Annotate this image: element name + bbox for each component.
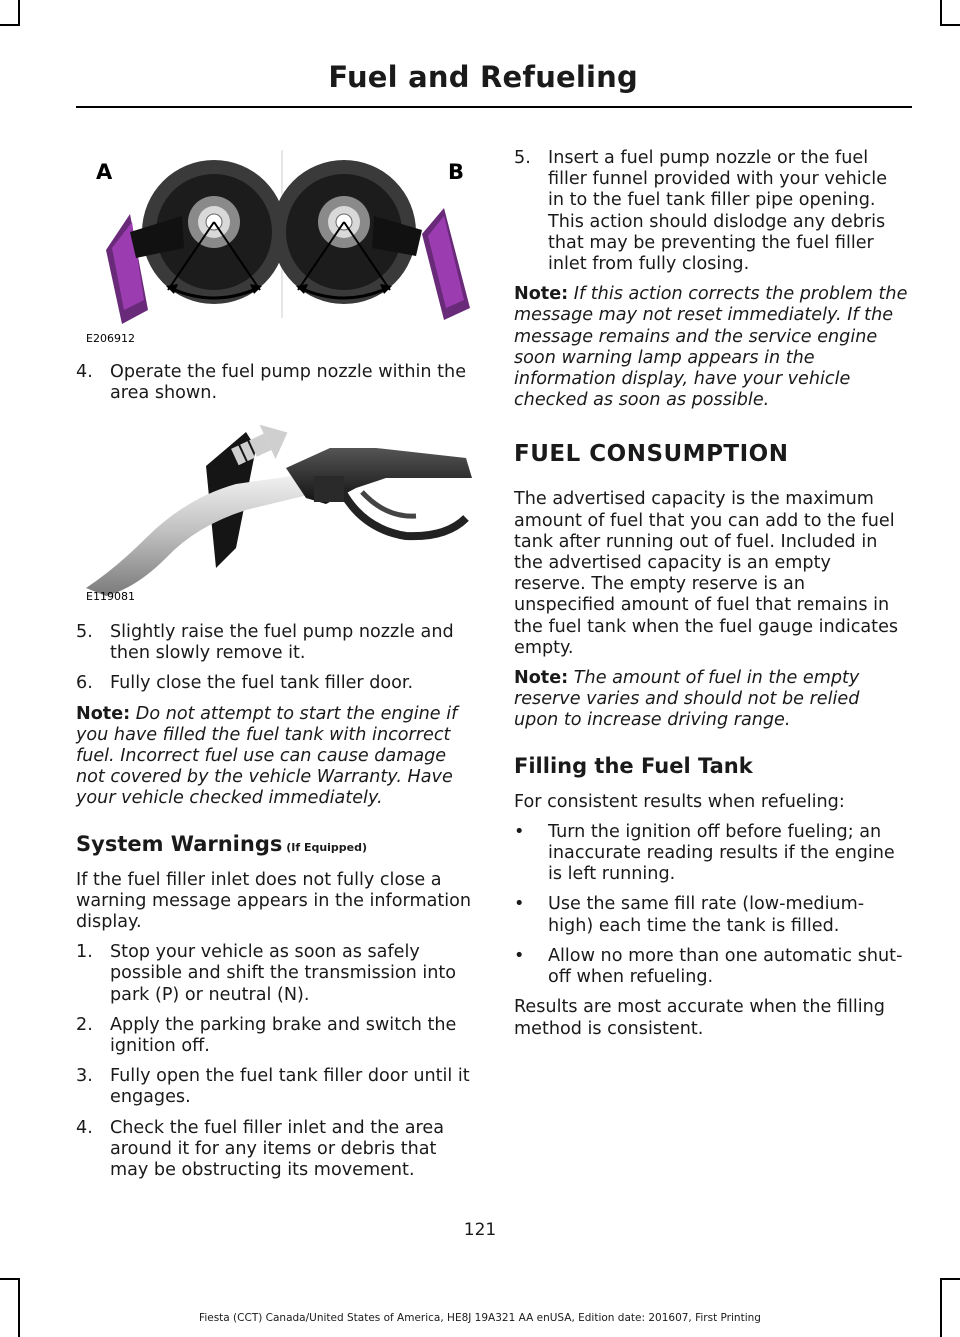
section-heading-system-warnings xyxy=(76,832,472,856)
bullet-ignition-off xyxy=(514,822,908,886)
step-text: Slightly raise the fuel pump nozzle and then slowly remove it. xyxy=(110,622,454,664)
bullet-mark: • xyxy=(514,821,525,842)
edition-line: Fiesta (CCT) Canada/United States of America, HE8J 19A321 AA enUSA, Edition date: 201607, First Printing xyxy=(199,1312,761,1324)
note-empty-reserve xyxy=(514,668,908,732)
step-number: 6. xyxy=(76,673,93,694)
step-text: Fully close the fuel tank filler door. xyxy=(110,673,414,694)
note-text: If this action corrects the problem the message may not reset immediately. If the message remains and the service engine soon warning lamp appears in the information display, have your vehicle checked as soon as possible. xyxy=(514,284,908,411)
crop-mark-bottom-left xyxy=(18,1278,20,1337)
bullet-mark: • xyxy=(514,894,525,915)
crop-mark-top-left-h xyxy=(0,24,20,26)
note-message-reset xyxy=(514,284,908,411)
sw-step-3 xyxy=(76,1066,472,1108)
figure-label-a: A xyxy=(96,160,113,184)
header-rule xyxy=(76,106,912,108)
sw-step-1 xyxy=(76,942,472,1006)
system-warnings-intro: If the fuel filler inlet does not fully close a warning message appears in the information display. xyxy=(76,869,472,933)
crop-mark-bottom-right-h xyxy=(940,1278,960,1280)
step-text: Fully open the fuel tank filler door until it engages. xyxy=(110,1066,470,1108)
step-text: Apply the parking brake and switch the ignition off. xyxy=(110,1014,457,1057)
step-number: 5. xyxy=(514,148,531,168)
page-number: 121 xyxy=(463,1220,497,1240)
step-text: Stop your vehicle as soon as safely possible and shift the transmission into park (P) or neutral (N). xyxy=(110,942,457,1005)
note-label: Note: xyxy=(514,668,569,689)
left-column-lower xyxy=(76,622,472,1181)
fuel-filler-figure xyxy=(86,150,472,346)
section-heading-fuel-consumption: FUEL CONSUMPTION xyxy=(514,441,789,468)
figure-label-b: B xyxy=(448,160,465,184)
figure-code: E119081 xyxy=(86,590,135,603)
heading-text: System Warnings xyxy=(76,831,283,856)
step-number: 1. xyxy=(76,942,93,963)
sw-step-2 xyxy=(76,1015,472,1057)
step-number: 5. xyxy=(76,622,93,642)
results-paragraph: Results are most accurate when the filling method is consistent. xyxy=(514,997,885,1039)
filling-intro: For consistent results when refueling: xyxy=(514,791,845,812)
fuel-consumption-paragraph: The advertised capacity is the maximum amount of fuel that you can add to the fuel tank after running out of fuel. Included in the advertised capacity is an empty reserve. The empty reserve is an unspecified amount of fuel that remains in the fuel tank when the fuel gauge indicates empty. xyxy=(514,489,899,658)
page-title: Fuel and Refueling xyxy=(328,60,638,94)
fuel-nozzle-figure xyxy=(86,418,472,608)
bullet-text: Allow no more than one automatic shut-off when refueling. xyxy=(548,945,903,988)
step-operate-nozzle xyxy=(76,362,506,404)
filler-a-graphic xyxy=(106,160,286,324)
bullet-mark: • xyxy=(514,945,525,966)
fuel-filler-illustration xyxy=(86,150,472,346)
crop-mark-bottom-left-h xyxy=(0,1278,20,1280)
filler-b-graphic xyxy=(272,160,470,320)
crop-mark-top-right xyxy=(940,0,942,26)
section-heading-filling: Filling the Fuel Tank xyxy=(514,753,753,778)
step-insert-nozzle xyxy=(514,148,908,275)
note-incorrect-fuel xyxy=(76,704,472,810)
step-number: 4. xyxy=(76,1117,93,1138)
step-text: Check the fuel filler inlet and the area around it for any items or debris that may be obstructing its movement. xyxy=(110,1117,444,1181)
bullet-text: Use the same fill rate (low-medium-high) each time the tank is filled. xyxy=(548,894,865,936)
heading-suffix: (If Equipped) xyxy=(282,840,368,854)
bullet-text: Turn the ignition off before fueling; an inaccurate reading results if the engine is left running. xyxy=(548,821,895,885)
note-label: Note: xyxy=(514,284,569,305)
step-number: 4. xyxy=(76,362,93,382)
step-text: Insert a fuel pump nozzle or the fuel filler funnel provided with your vehicle in to the fuel tank filler pipe opening. This action should dislodge any debris that may be preventing the fuel filler inlet from fully closing. xyxy=(548,148,888,275)
right-column xyxy=(514,148,908,1040)
sw-step-4 xyxy=(76,1118,472,1182)
step-text: Operate the fuel pump nozzle within the area shown. xyxy=(110,362,467,404)
step-raise-nozzle xyxy=(76,622,472,664)
note-text: The amount of fuel in the empty reserve varies and should not be relied upon to increase driving range. xyxy=(514,668,860,731)
crop-mark-top-left xyxy=(18,0,20,26)
bullet-fill-rate xyxy=(514,894,908,936)
figure-code: E206912 xyxy=(86,332,135,345)
step-close-door xyxy=(76,673,472,694)
step-number: 3. xyxy=(76,1066,93,1087)
crop-mark-top-right-h xyxy=(940,24,960,26)
crop-mark-bottom-right xyxy=(940,1278,942,1337)
step-number: 2. xyxy=(76,1014,93,1035)
bullet-shut-off xyxy=(514,946,908,988)
fuel-nozzle-illustration xyxy=(86,418,472,596)
note-label: Note: xyxy=(76,703,131,724)
note-text: Do not attempt to start the engine if you have filled the fuel tank with incorrect fuel. Incorrect fuel use can cause damage not covered by the vehicle Warranty. Have your vehicle checked immediately. xyxy=(76,703,458,809)
